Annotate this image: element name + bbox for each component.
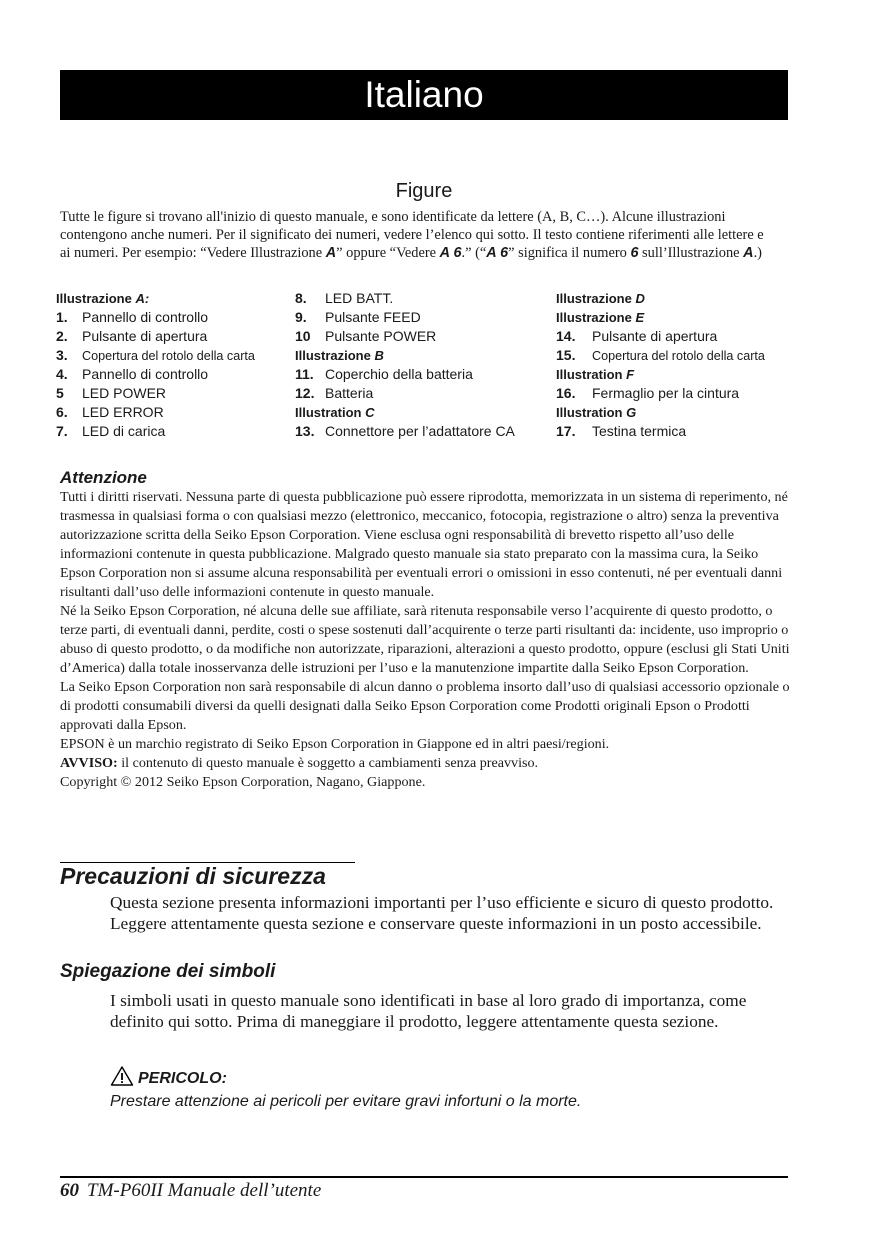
list-item: 6. LED ERROR	[56, 404, 164, 420]
notice-label: AVVISO:	[60, 755, 118, 771]
list-item: 5 LED POWER	[56, 385, 167, 401]
list-item: 17. Testina termica	[556, 423, 687, 439]
intro-text: sull’Illustrazione	[638, 245, 744, 261]
intro-ref: 6	[630, 245, 639, 261]
list-item: 9. Pulsante FEED	[295, 309, 421, 325]
danger-notice	[110, 1065, 581, 1111]
list-heading: Illustration F	[556, 367, 635, 382]
list-item: 2. Pulsante di apertura	[56, 328, 208, 344]
intro-text: Tutte le figure si trovano all'inizio di questo manuale, e sono identificate da lettere (A, B, C…). Alcune illustrazioni contengono anche numeri. Per il significato dei numeri, vedere l’elenco qui sotto. Il testo contiene riferimenti alle lettere e ai numeri. Per esempio: “Vedere Illustrazione	[60, 209, 764, 261]
list-item: 4. Pannello di controllo	[56, 366, 209, 382]
intro-ref: A 6	[439, 245, 462, 261]
list-item: 11. Coperchio della batteria	[295, 366, 473, 382]
symbols-body	[110, 990, 780, 1032]
list-item: 15. Copertura del rotolo della carta	[556, 347, 765, 363]
list-heading: Illustrazione D	[556, 291, 645, 306]
intro-text: .)	[753, 245, 762, 261]
figure-list-column-1	[56, 289, 255, 441]
list-item: 13. Connettore per l’adattatore CA	[295, 423, 515, 439]
intro-text: .” (“	[461, 245, 487, 261]
symbols-paragraph: I simboli usati in questo manuale sono identificati in base al loro grado di importanza, come definito qui sotto. Prima di maneggiare il prodotto, leggere attentamente questa sezione.	[110, 991, 747, 1031]
notice-text: il contenuto di questo manuale è soggetto a cambiamenti senza preavviso.	[117, 755, 539, 771]
figure-heading: Figure	[395, 180, 453, 202]
attention-paragraph: Copyright © 2012 Seiko Epson Corporation, Nagano, Giappone.	[60, 774, 426, 790]
list-item: 10 Pulsante POWER	[295, 328, 437, 344]
manual-title: TM-P60II Manuale dell’utente	[87, 1180, 322, 1201]
attention-paragraph: EPSON è un marchio registrato di Seiko Epson Corporation in Giappone ed in altri paesi/regioni.	[60, 736, 610, 752]
danger-heading	[110, 1065, 581, 1092]
list-item: 1. Pannello di controllo	[56, 309, 209, 325]
list-item: 16. Fermaglio per la cintura	[556, 385, 740, 401]
language-banner	[60, 70, 788, 120]
intro-text: ” oppure “Vedere	[336, 245, 440, 261]
footer-rule	[60, 1176, 788, 1178]
figure-list-column-2	[295, 289, 515, 441]
attention-paragraph	[60, 754, 790, 773]
attention-heading: Attenzione	[60, 468, 147, 487]
figure-intro	[60, 208, 770, 262]
safety-heading: Precauzioni di sicurezza	[60, 863, 326, 889]
safety-paragraph: Questa sezione presenta informazioni importanti per l’uso efficiente e sicuro di questo prodotto. Leggere attentamente questa sezione e conservare queste informazioni in un posto accessibile.	[110, 893, 774, 933]
page-footer	[60, 1180, 321, 1202]
page-number: 60	[60, 1180, 79, 1201]
list-item: 14. Pulsante di apertura	[556, 328, 718, 344]
list-heading: Illustration C	[295, 405, 375, 420]
safety-body	[110, 892, 780, 934]
attention-paragraph: Né la Seiko Epson Corporation, né alcuna delle sue affiliate, sarà ritenuta responsabile verso l’acquirente di questo prodotto, o terze parti, di eventuali danni, perdite, costi o spese sostenuti dall’acquirente o terze parti risultanti da: incidente, uso improprio o abuso di questo prodotto, o da modifiche non autorizzate, riparazioni, alterazioni a questo prodotto, oppure (esclusi gli Stati Uniti d’America) dalla totale inosservanza delle istruzioni per l’uso e la manutenzione impartite dalla Seiko Epson Corporation.	[60, 603, 790, 676]
list-heading: Illustrazione E	[556, 310, 645, 325]
intro-text: ” significa il numero	[508, 245, 631, 261]
list-item: 3. Copertura del rotolo della carta	[56, 347, 255, 363]
danger-text: Prestare attenzione ai pericoli per evitare gravi infortuni o la morte.	[110, 1093, 582, 1110]
danger-label: PERICOLO:	[138, 1069, 227, 1087]
list-heading: Illustrazione A:	[56, 291, 150, 306]
attention-paragraph: La Seiko Epson Corporation non sarà responsabile di alcun danno o problema insorto dall’uso di qualsiasi accessorio opzionale o di prodotti consumabili diversi da quelli designati dalla Seiko Epson Corporation come Prodotti originali Epson o Prodotti approvati dalla Epson.	[60, 679, 790, 733]
symbols-heading: Spiegazione dei simboli	[60, 961, 276, 982]
list-item: 8. LED BATT.	[295, 290, 394, 306]
attention-paragraph: Tutti i diritti riservati. Nessuna parte di questa pubblicazione può essere riprodotta, memorizzata in un sistema di reperimento, né trasmessa in qualsiasi forma o con qualsiasi mezzo (elettronico, meccanico, fotocopia, registrazione o altro) senza la preventiva autorizzazione scritta della Seiko Epson Corporation. Viene esclusa ogni responsabilità di brevetto rispetto all’uso delle informazioni contenute in questa pubblicazione. Malgrado questo manuale sia stato preparato con la massima cura, la Seiko Epson Corporation non si assume alcuna responsabilità per eventuali errori o omissioni in esso contenuti, né per eventuali danni risultanti dall’uso delle informazioni contenute in questo manuale.	[60, 489, 788, 600]
list-item: 12. Batteria	[295, 385, 374, 401]
warning-triangle-icon	[110, 1065, 134, 1092]
intro-ref: A	[743, 245, 754, 261]
intro-ref: A 6	[486, 245, 509, 261]
figure-list-column-3	[556, 289, 765, 441]
list-item: 7. LED di carica	[56, 423, 166, 439]
list-heading: Illustrazione B	[295, 348, 384, 363]
list-heading: Illustration G	[556, 405, 637, 420]
attention-body	[60, 488, 790, 792]
intro-ref: A	[325, 245, 337, 261]
banner-title: Italiano	[364, 74, 484, 115]
